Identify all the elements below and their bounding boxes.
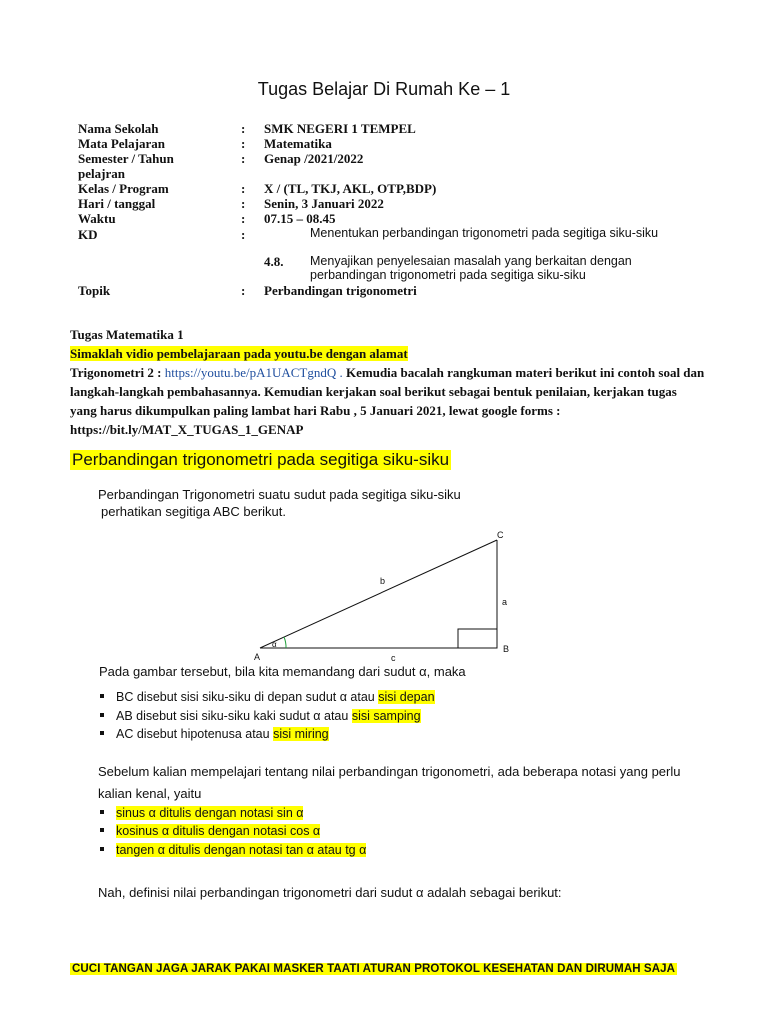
notation-text: sinus α ditulis dengan notasi sin α [116,806,304,820]
list-item [100,824,320,838]
info-label: KD [78,227,98,242]
label-side-a: a [502,597,508,607]
bullet-icon [100,810,104,814]
info-value: Perbandingan trigonometri [264,283,417,298]
label-side-c: c [391,653,396,663]
info-label: Mata Pelajaran [78,136,166,151]
pada-gambar-text: Pada gambar tersebut, bila kita memandang dari sudut α, maka [99,664,466,679]
triangle-diagram [250,528,520,668]
list-item [100,727,329,741]
sebelum-paragraph: Sebelum kalian mempelajari tentang nilai perbandingan trigonometri, ada beberapa notasi yang perlu kalian kenal, yaitu [98,764,681,801]
label-A: A [254,652,261,662]
notation-text: kosinus α ditulis dengan notasi cos α [116,824,321,838]
list-item-text: AC disebut hipotenusa atau [116,727,274,741]
kd-item-2-number: 4.8. [264,254,284,269]
list-item [100,806,303,820]
info-value: Genap /2021/2022 [264,151,364,166]
sub-text: perhatikan segitiga ABC berikut. [101,504,286,519]
info-label: Topik [78,283,111,298]
bullet-icon [100,694,104,698]
info-label: Semester / Tahun pelajran [78,151,174,181]
list-item [100,843,366,857]
list-item [100,690,435,704]
info-value: Matematika [264,136,332,151]
info-label: Nama Sekolah [78,121,159,136]
info-colon: : [241,151,246,166]
footer-banner: CUCI TANGAN JAGA JARAK PAKAI MASKER TAATI ATURAN PROTOKOL KESEHATAN DAN DIRUMAH SAJA [72,963,675,975]
alpha-arc [284,637,286,648]
label-side-b: b [380,576,386,586]
label-alpha: α [272,640,277,649]
info-colon: : [241,283,246,298]
info-label: Hari / tanggal [78,196,156,211]
video-link[interactable]: https://youtu.be/pA1UACTgndQ . [164,365,343,380]
tugas-heading: Tugas Matematika 1 [70,327,184,342]
bullet-icon [100,713,104,717]
bullet-icon [100,828,104,832]
info-label: Kelas / Program [78,181,169,196]
kd-item-2-text: Menyajikan penyelesaian masalah yang berkaitan dengan perbandingan trigonometri pada segitiga siku-siku [310,254,632,282]
info-colon: : [241,196,246,211]
side-b-line [260,540,497,648]
trig-prefix: Trigonometri 2 : [70,365,165,380]
bullet-icon [100,731,104,735]
list-item-text: BC disebut sisi siku-siku di depan sudut α atau [116,690,379,704]
list-item [100,709,421,723]
tugas-paragraph-text: Kemudia bacalah rangkuman materi berikut ini contoh soal dan langkah-langkah pembahasannya. Kemudian kerjakan soal berikut sebagai bentuk penilaian, kerjakan tugas yang harus dikumpulkan paling lambat hari Rabu , 5 Januari 2021, lewat google forms : https://bit.ly/MAT_X_TUGAS_1_GENAP [70,365,705,437]
list-item-text: AB disebut sisi siku-siku kaki sudut α atau [116,709,352,723]
info-colon: : [241,181,246,196]
sub-heading: Perbandingan Trigonometri suatu sudut pada segitiga siku-siku [98,487,461,502]
tugas-paragraph [70,363,705,439]
info-colon: : [241,211,246,226]
section-heading: Perbandingan trigonometri pada segitiga siku-siku [72,450,450,469]
list-item-highlight: sisi miring [273,727,329,741]
info-value: SMK NEGERI 1 TEMPEL [264,121,416,136]
info-value: X / (TL, TKJ, AKL, OTP,BDP) [264,181,437,196]
tugas-block [70,325,705,439]
page-title: Tugas Belajar Di Rumah Ke – 1 [257,79,511,99]
kd-item-1-text: Menentukan perbandingan trigonometri pada segitiga siku-siku [310,226,659,240]
label-B: B [503,644,510,654]
nah-paragraph: Nah, definisi nilai perbandingan trigonometri dari sudut α adalah sebagai berikut: [98,885,562,900]
right-angle-marker [458,629,497,648]
info-label: Waktu [78,211,116,226]
tugas-instruction: Simaklah vidio pembelajaraan pada youtu.be dengan alamat [70,346,408,361]
notation-text: tangen α ditulis dengan notasi tan α atau tg α [116,843,367,857]
info-colon: : [241,136,246,151]
label-C: C [497,530,504,540]
list-item-highlight: sisi depan [378,690,435,704]
info-value: 07.15 – 08.45 [264,211,336,226]
info-colon: : [241,227,246,242]
info-value: Senin, 3 Januari 2022 [264,196,384,211]
info-colon: : [241,121,246,136]
list-item-highlight: sisi samping [351,709,421,723]
bullet-icon [100,847,104,851]
